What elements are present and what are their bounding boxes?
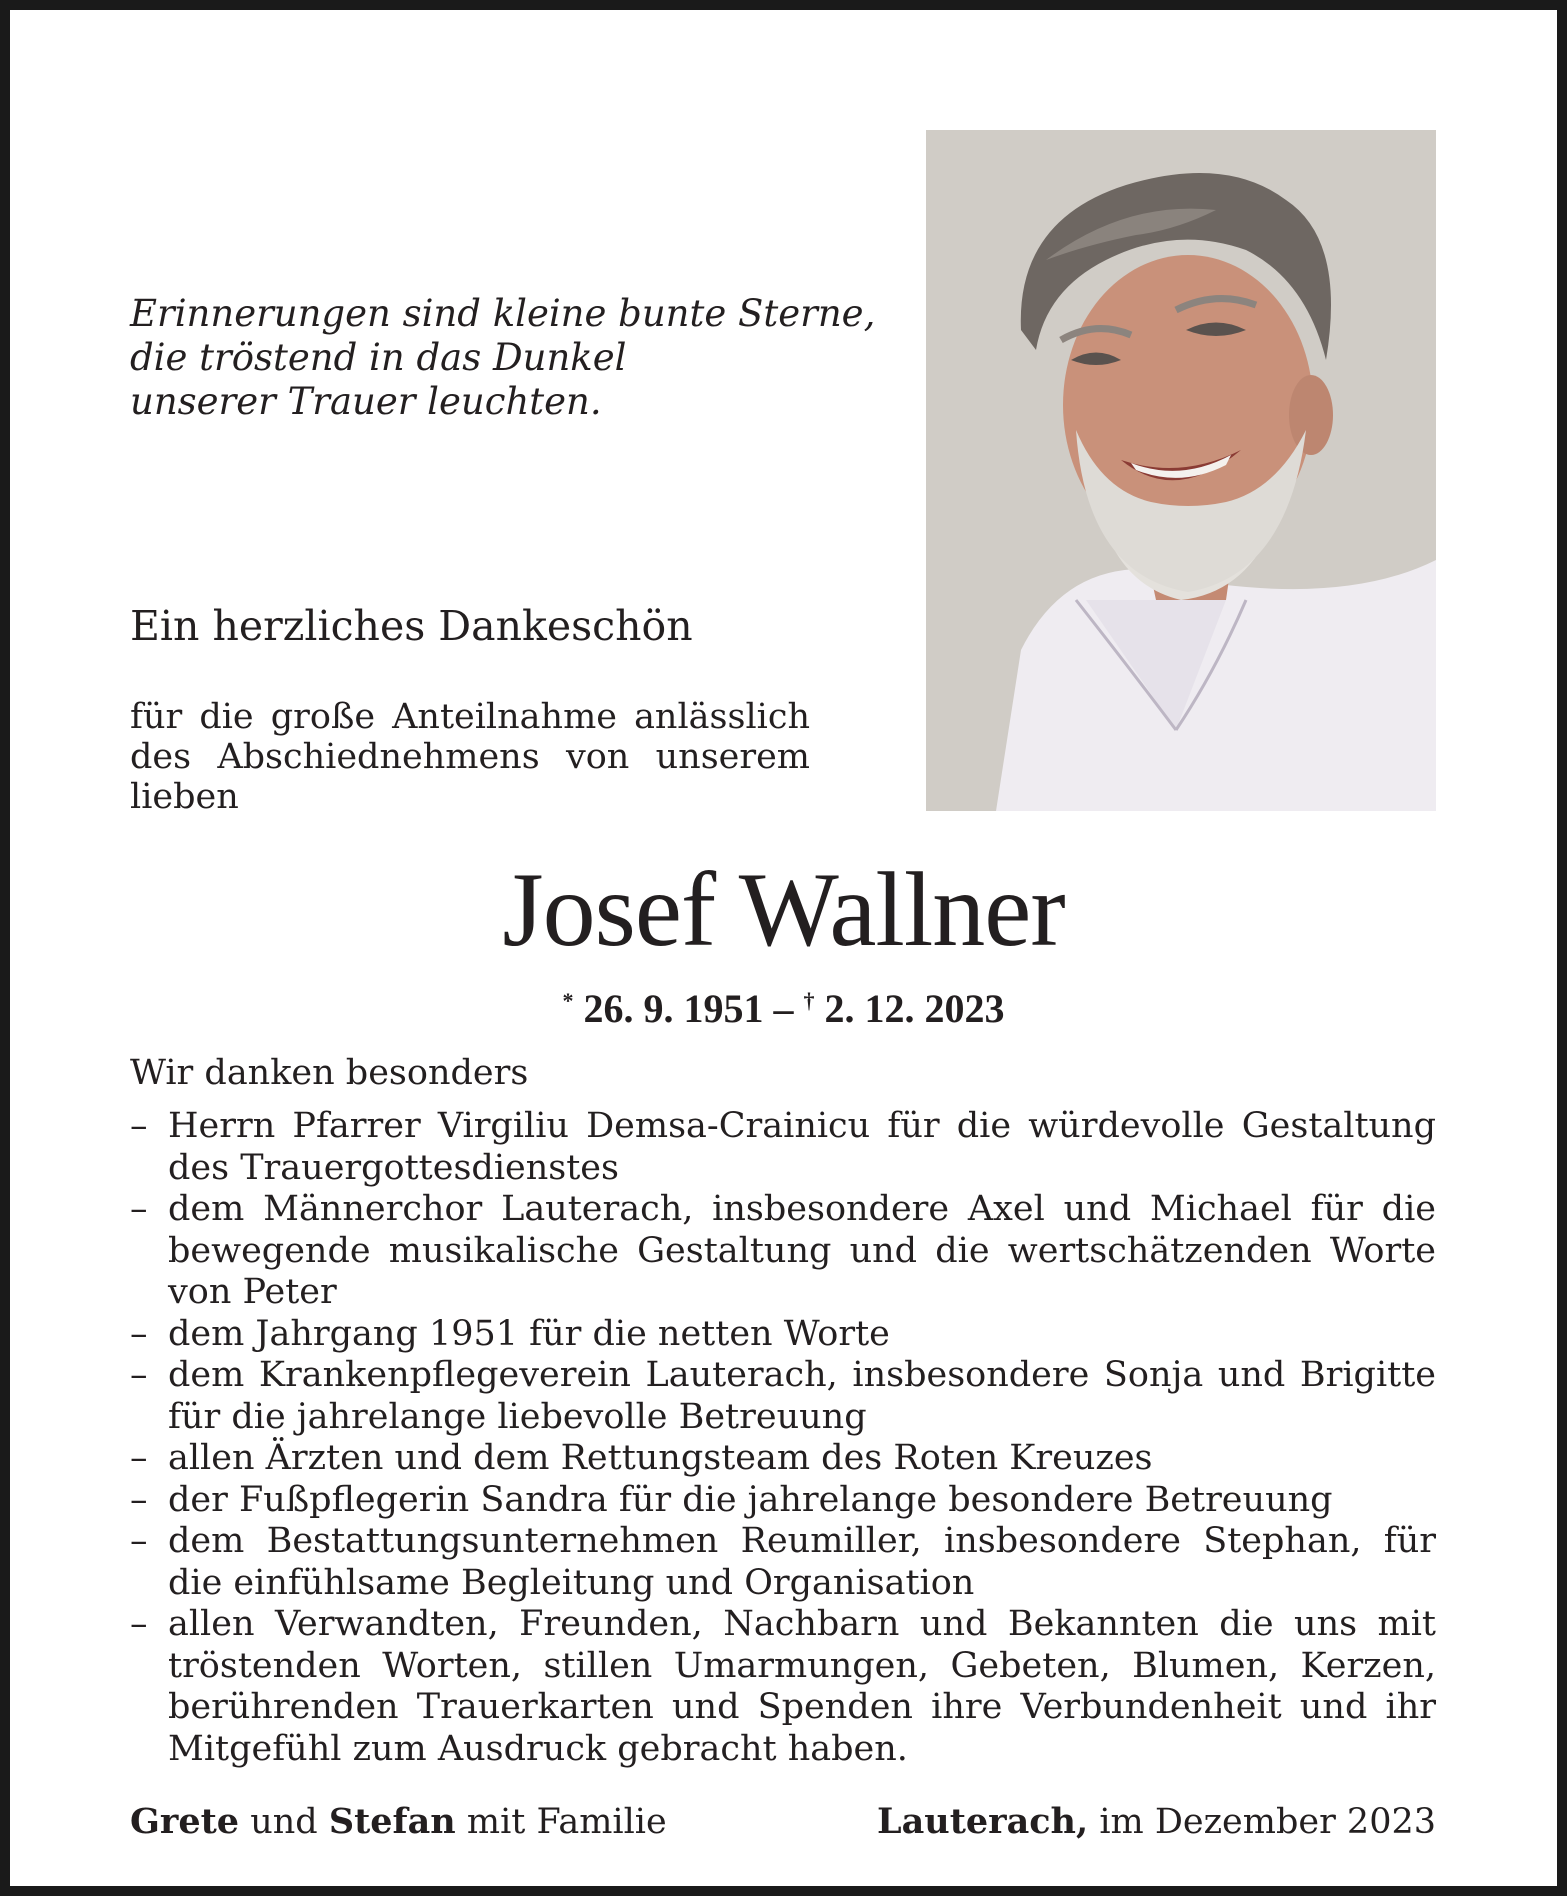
list-item-text: allen Verwandten, Freunden, Nachbarn und Bekannten die uns mit tröstenden Worten, stillen Umarmungen, Gebeten, Blumen, Kerzen, berührenden Trauerkarten und Spenden ihre Verbundenheit und ihr Mitgefühl zum Ausdruck gebracht haben. [168, 1604, 1436, 1769]
list-item [130, 1355, 1436, 1438]
portrait-photo [926, 130, 1436, 811]
bullet-dash: – [130, 1313, 148, 1354]
intro-text: für die große Anteilnahme anlässlich des Abschiednehmens von unserem lieben [130, 697, 810, 817]
bullet-dash: – [130, 1479, 148, 1520]
bullet-dash: – [130, 1355, 148, 1395]
family-signature [130, 1801, 667, 1842]
bullet-dash: – [130, 1106, 148, 1146]
list-item-text: der Fußpflegerin Sandra für die jahrelange besondere Betreuung [168, 1479, 1333, 1520]
list-item-text: allen Ärzten und dem Rettungsteam des Roten Kreuzes [168, 1438, 1153, 1478]
date-separator: – [773, 986, 794, 1031]
bullet-dash: – [130, 1189, 148, 1229]
list-item-text: dem Krankenpflegeverein Lauterach, insbesondere Sonja und Brigitte für die jahrelange liebevolle Betreuung [168, 1355, 1436, 1437]
poem-line: unserer Trauer leuchten. [130, 380, 602, 423]
list-item [130, 1480, 1436, 1522]
death-date: 2. 12. 2023 [824, 986, 1005, 1031]
bullet-dash: – [130, 1438, 148, 1478]
list-item [130, 1106, 1436, 1189]
list-item [130, 1604, 1436, 1770]
place-date [877, 1801, 1436, 1842]
thanks-list [130, 1106, 1436, 1770]
place: Lauterach, [876, 1801, 1089, 1842]
death-symbol: † [803, 988, 815, 1013]
thanks-lead: Wir danken besonders [130, 1053, 529, 1093]
life-dates [0, 985, 1567, 1032]
portrait-illustration [926, 130, 1436, 811]
list-item [130, 1314, 1436, 1356]
list-item [130, 1189, 1436, 1314]
bullet-dash: – [130, 1521, 148, 1561]
list-item-text: Herrn Pfarrer Virgiliu Demsa-Crainicu für die würdevolle Gestaltung des Trauergottesdienstes [168, 1106, 1436, 1188]
deceased-name: Josef Wallner [502, 851, 1065, 968]
poem-line: Erinnerungen sind kleine bunte Sterne, [130, 292, 876, 335]
list-item [130, 1521, 1436, 1604]
signature-and: und [250, 1802, 318, 1842]
thanks-heading: Ein herzliches Dankeschön [130, 602, 693, 650]
signature-family: mit Familie [466, 1802, 667, 1842]
poem-line: die tröstend in das Dunkel [130, 336, 627, 379]
signer-name: Stefan [328, 1801, 456, 1842]
list-item-text: dem Jahrgang 1951 für die netten Worte [168, 1313, 890, 1354]
memorial-poem [130, 292, 876, 424]
list-item-text: dem Männerchor Lauterach, insbesondere Axel und Michael für die bewegende musikalische Gestaltung und die wertschätzenden Worte von Peter [168, 1189, 1436, 1312]
date: im Dezember 2023 [1099, 1802, 1436, 1842]
list-item [130, 1438, 1436, 1480]
birth-symbol: * [562, 988, 574, 1013]
signer-name: Grete [130, 1801, 240, 1842]
birth-date: 26. 9. 1951 [583, 986, 764, 1031]
list-item-text: dem Bestattungsunternehmen Reumiller, insbesondere Stephan, für die einfühlsame Begleitung und Organisation [168, 1521, 1436, 1603]
bullet-dash: – [130, 1604, 148, 1644]
